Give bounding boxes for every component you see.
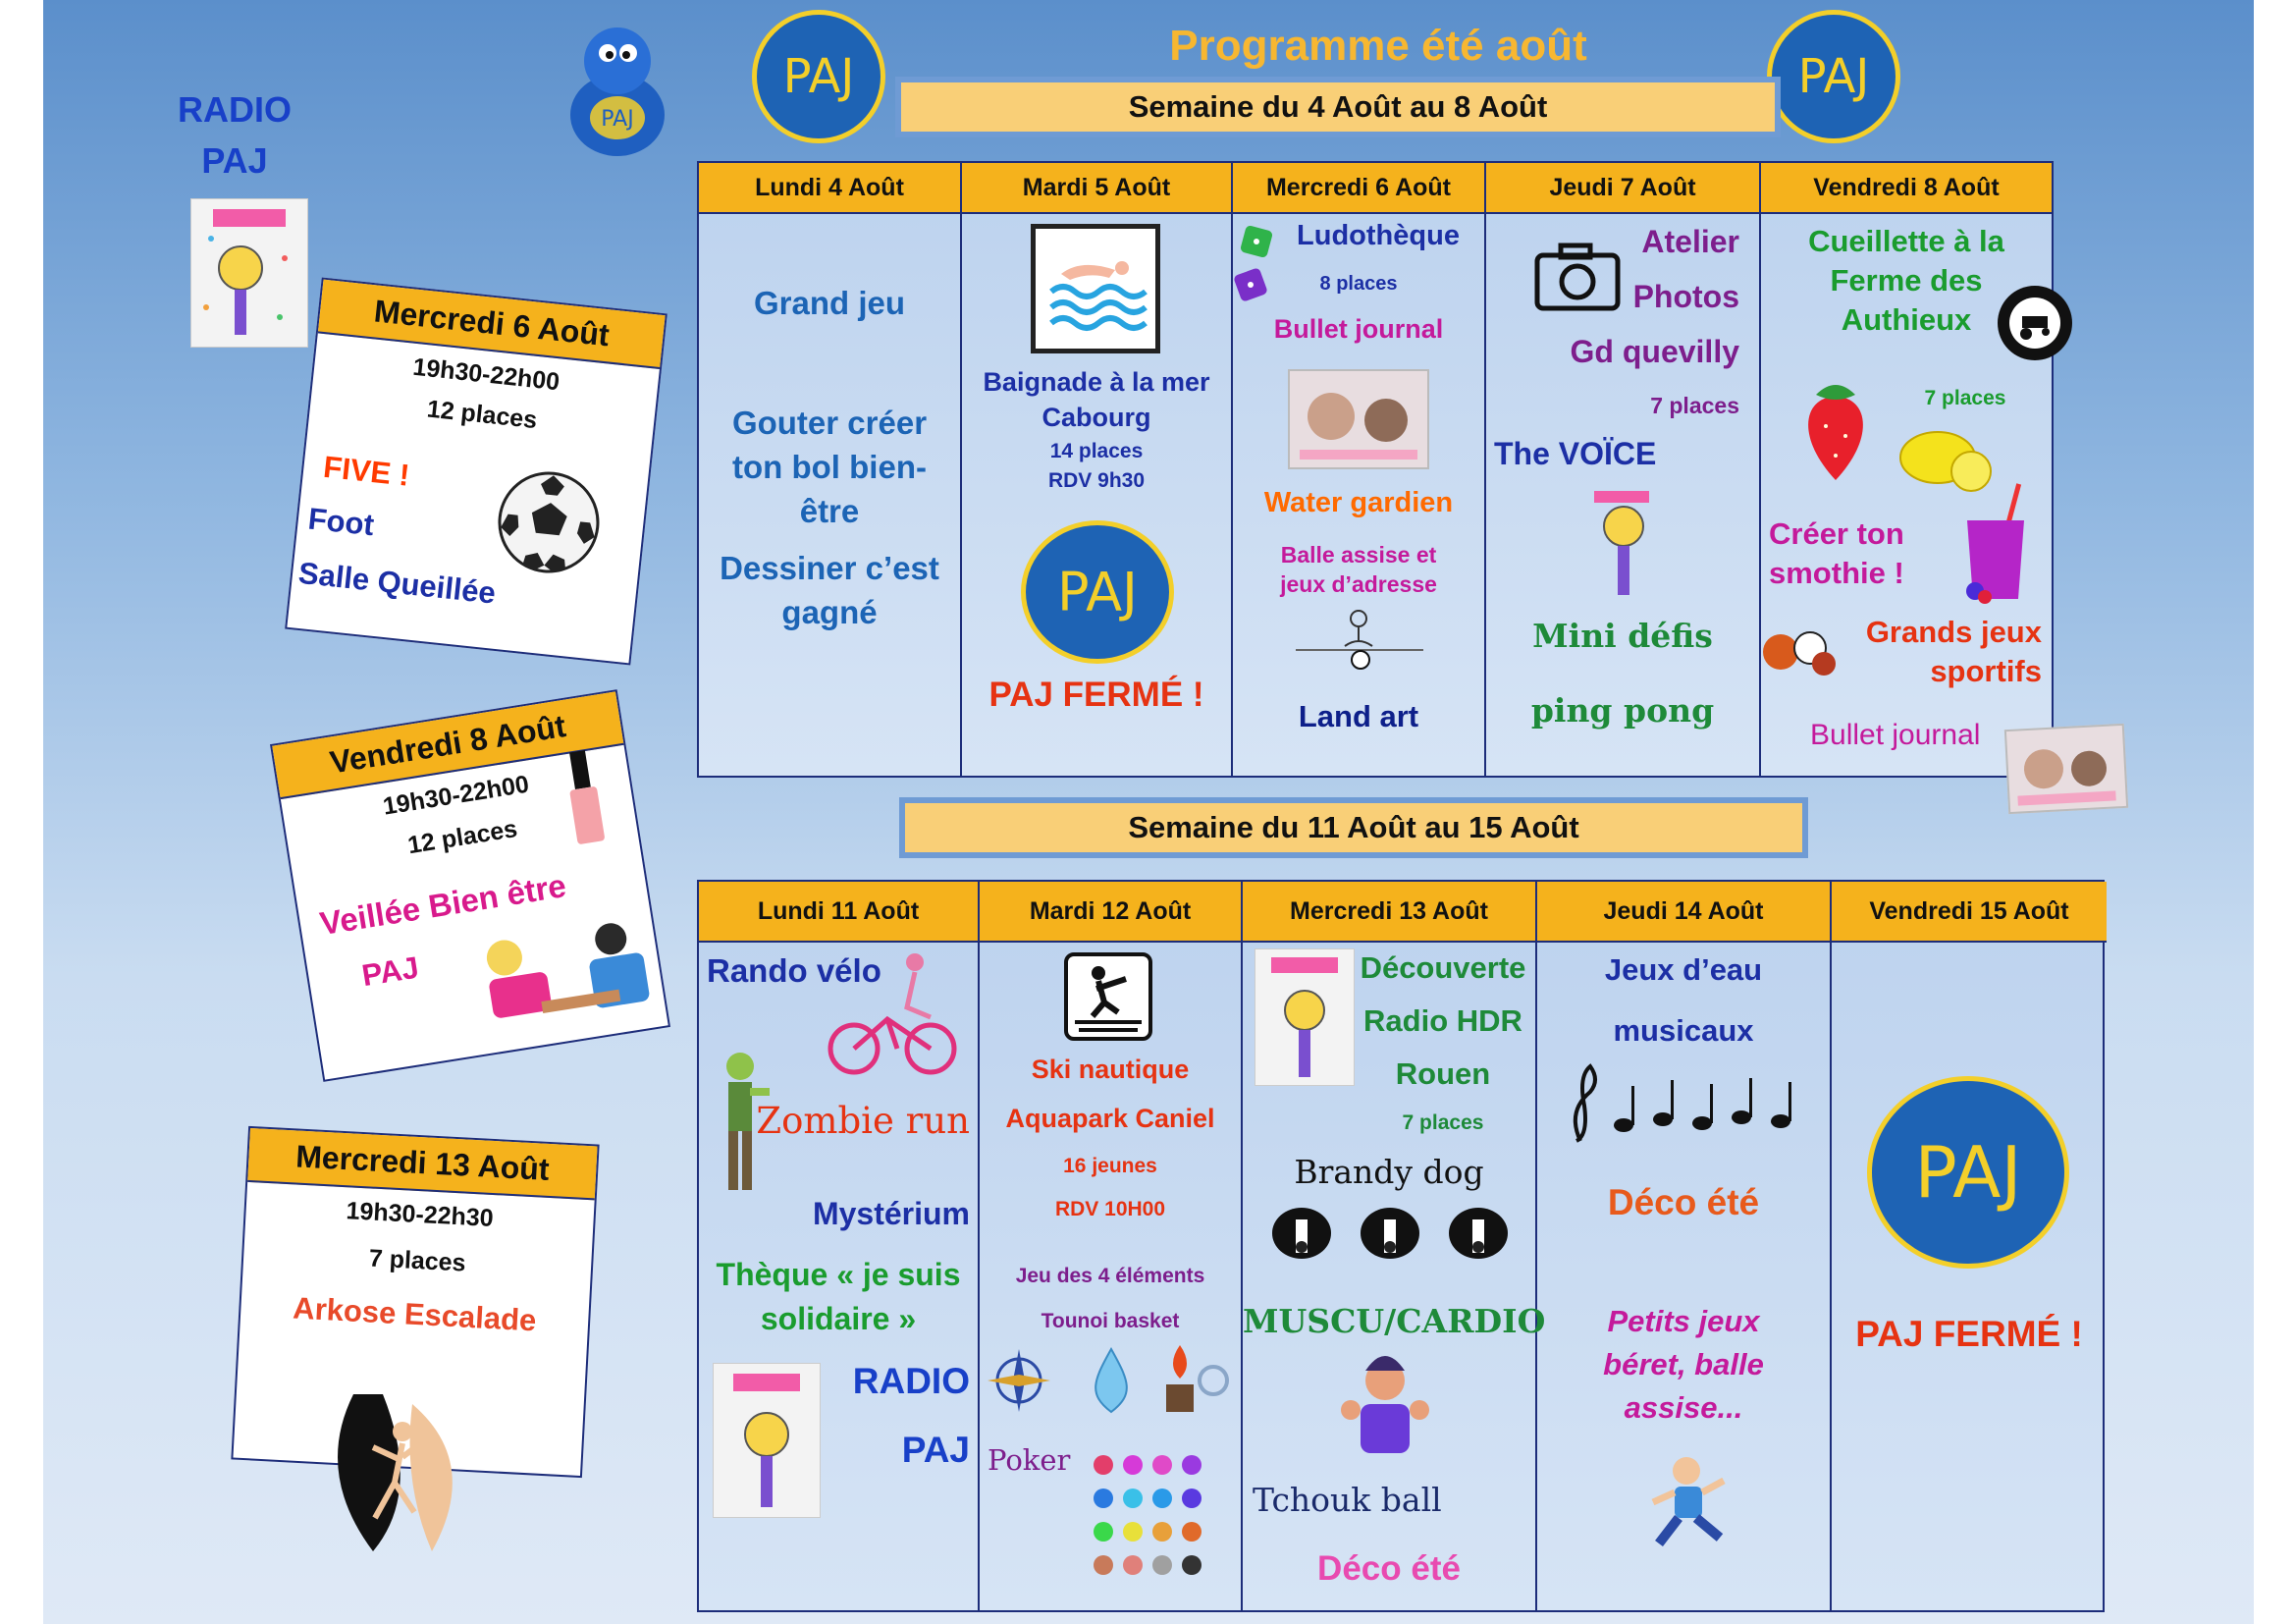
side-card-mercredi-6 [285,277,667,665]
activity-tournoi-basket: Tounoi basket [1041,1310,1180,1332]
logo-text: PAJ [1914,1131,2022,1214]
podcast-poster-icon [1255,948,1355,1086]
activity-mysterium: Mystérium [812,1196,970,1231]
week1-day-header: Jeudi 7 Août [1486,163,1759,214]
activity-radio-hdr: Radio HDR [1363,1003,1522,1038]
compass-icon [984,1345,1054,1416]
paj-logo-mardi [1021,520,1174,664]
week1-col-mercredi [1233,163,1486,776]
paj-logo-vendredi [1867,1076,2069,1269]
week1-col-mardi [962,163,1233,776]
beauty-salon-icon [461,905,664,1049]
smoothie-icon [1953,481,2038,607]
activity-brandy-dog: Brandy dog [1294,1153,1484,1191]
activity-poker: Poker [988,1443,1071,1477]
week2-banner: Semaine du 11 Août au 15 Août [899,797,1808,858]
card-time: 19h30-22h00 [381,770,531,821]
activity-atelier: Atelier [1641,224,1739,259]
bullet-journal-photo-icon [1288,369,1429,469]
activity-the-voice: The VOÏCE [1494,436,1657,471]
activity-balle-assise: Balle assise et jeux d’adresse [1280,542,1437,597]
week1-day-header: Lundi 4 Août [699,163,960,214]
card-date: Mercredi 13 Août [247,1128,597,1200]
strawberry-icon [1794,377,1877,485]
activity-water-gardien: Water gardien [1263,487,1454,518]
week1-day-header: Vendredi 8 Août [1761,163,2052,214]
activity-bullet-journal: Bullet journal [1273,314,1444,344]
radio-line1: RADIO [178,89,292,130]
activity-jeunes: 16 jeunes [1063,1155,1157,1177]
activity-paj: PAJ [901,1430,970,1470]
mascot-icon [563,22,671,159]
week2-grid [697,880,2105,1612]
activity-land-art: Land art [1298,699,1419,733]
week1-col-vendredi [1761,163,2052,776]
activity-theque: Thèque « je suis solidaire » [716,1257,961,1336]
card-places: 12 places [405,814,519,860]
activity-smothie: Créer ton smothie ! [1769,516,1904,590]
card-date: Vendredi 8 Août [272,691,623,799]
bullet-journal-photo-icon [2004,724,2128,814]
swimming-icon [1031,224,1160,353]
activity-zombie-run: Zombie run [756,1100,970,1142]
activity-cueillette: Cueillette à la Ferme des Authieux [1808,224,2004,337]
week2-day-header: Mercredi 13 Août [1243,882,1535,943]
svg-text:PAJ: PAJ [601,107,634,132]
paj-ferme-vendredi: PAJ FERMÉ ! [1855,1314,2083,1354]
ferme-stamp-icon [1995,283,2075,363]
activity-places: 7 places [1402,1111,1484,1134]
waterski-icon [1064,952,1152,1041]
podcast-poster-icon [190,198,308,348]
week2-col-vendredi [1832,882,2107,1610]
page-title: Programme été août [1169,22,1587,70]
dogs-icon [1262,1196,1518,1265]
activity-rando-velo: Rando vélo [707,952,881,989]
card-paj: PAJ [359,949,422,994]
logo-text: PAJ [782,49,855,104]
week2-col-mardi [980,882,1243,1610]
activity-musicaux: musicaux [1613,1013,1754,1048]
radio-line2: PAJ [201,140,268,181]
activity-grand-jeu: Grand jeu [753,285,906,321]
radio-title [151,84,318,187]
running-boy-icon [1635,1451,1753,1559]
week2-col-lundi [699,882,980,1610]
activity-ludotheque: Ludothèque [1297,220,1460,251]
activity-jeux-deau: Jeux d’eau [1604,952,1763,987]
week2-day-header: Jeudi 14 Août [1537,882,1830,943]
activity-cabourg: Cabourg [1041,403,1151,432]
activity-rouen: Rouen [1395,1056,1491,1091]
activity-gouter: Gouter créer ton bol bien-être [731,405,928,529]
fire-earth-air-icon [1160,1341,1235,1424]
fitness-woman-icon [1331,1351,1439,1469]
card-foot: Foot [306,501,376,543]
card-time: 19h30-22h30 [345,1197,495,1233]
week1-day-header: Mercredi 6 Août [1233,163,1484,214]
activity-bullet-journal-v: Bullet journal [1810,719,1981,751]
music-notes-icon [1565,1062,1804,1151]
activity-jeu-4-elements: Jeu des 4 éléments [1015,1265,1205,1287]
program-page [43,0,2254,1624]
activity-rdv: RDV 9h30 [1047,469,1146,492]
activity-decouverte: Découverte [1360,950,1526,985]
activity-ski-nautique: Ski nautique [1031,1055,1190,1084]
activity-ping-pong: ping pong [1530,691,1715,730]
card-date: Mercredi 6 Août [318,280,666,369]
activity-photos: Photos [1632,279,1739,314]
meditation-icon [1296,607,1423,670]
week1-col-lundi [699,163,962,776]
activity-deco-ete-j: Déco été [1607,1182,1760,1222]
week2-day-header: Mardi 12 Août [980,882,1241,943]
activity-mini-defis: Mini défis [1532,617,1713,655]
week2-day-header: Vendredi 15 Août [1832,882,2107,943]
balls-icon [1761,621,1838,679]
activity-places: 7 places [1650,393,1739,418]
week2-col-jeudi [1537,882,1832,1610]
activity-radio: RADIO [852,1361,970,1401]
activity-tchouk-ball: Tchouk ball [1253,1481,1442,1519]
card-places: 7 places [368,1244,467,1277]
activity-muscu-cardio: MUSCU/CARDIO [1243,1302,1546,1340]
water-drop-icon [1084,1345,1139,1416]
activity-petits-jeux: Petits jeux béret, balle assise... [1603,1304,1764,1425]
bicycle-icon [827,950,958,1078]
side-card-vendredi-8 [270,689,670,1082]
activity-places: 14 places [1049,440,1144,462]
paj-ferme-mardi: PAJ FERMÉ ! [988,676,1204,714]
paj-logo-top-left [752,10,885,143]
paj-logo-top-right [1767,10,1900,143]
logo-text: PAJ [1797,49,1870,104]
card-arkose: Arkose Escalade [292,1290,538,1338]
poker-chips-icon [1088,1449,1215,1597]
soccer-ball-icon [491,464,608,581]
card-salle: Salle Queillée [296,555,498,611]
logo-text: PAJ [1057,561,1138,623]
activity-deco-ete: Déco été [1317,1549,1461,1588]
activity-grands-jeux: Grands jeux sportifs [1865,615,2042,688]
activity-rdv: RDV 10H00 [1054,1198,1166,1220]
week2-col-mercredi [1243,882,1546,1610]
activity-baignade: Baignade à la mer [983,367,1210,397]
week1-col-jeudi [1486,163,1761,776]
week1-grid [697,161,2054,778]
podcast-mic-icon [1584,485,1663,603]
activity-gd-quevilly: Gd quevilly [1570,334,1739,369]
card-five: FIVE ! [321,449,411,493]
card-veillee: Veillée Bien être [317,867,569,943]
activity-places: 8 places [1319,273,1398,295]
activity-aquapark: Aquapark Caniel [1005,1104,1215,1133]
card-places: 12 places [425,395,539,435]
activity-places: 7 places [1924,387,2006,409]
card-time: 19h30-22h00 [411,352,561,397]
week1-banner: Semaine du 4 Août au 8 Août [895,77,1781,137]
climbing-icon [324,1384,485,1561]
week2-day-header: Lundi 11 Août [699,882,978,943]
activity-dessiner: Dessiner c’est gagné [720,550,939,630]
week1-day-header: Mardi 5 Août [962,163,1231,214]
